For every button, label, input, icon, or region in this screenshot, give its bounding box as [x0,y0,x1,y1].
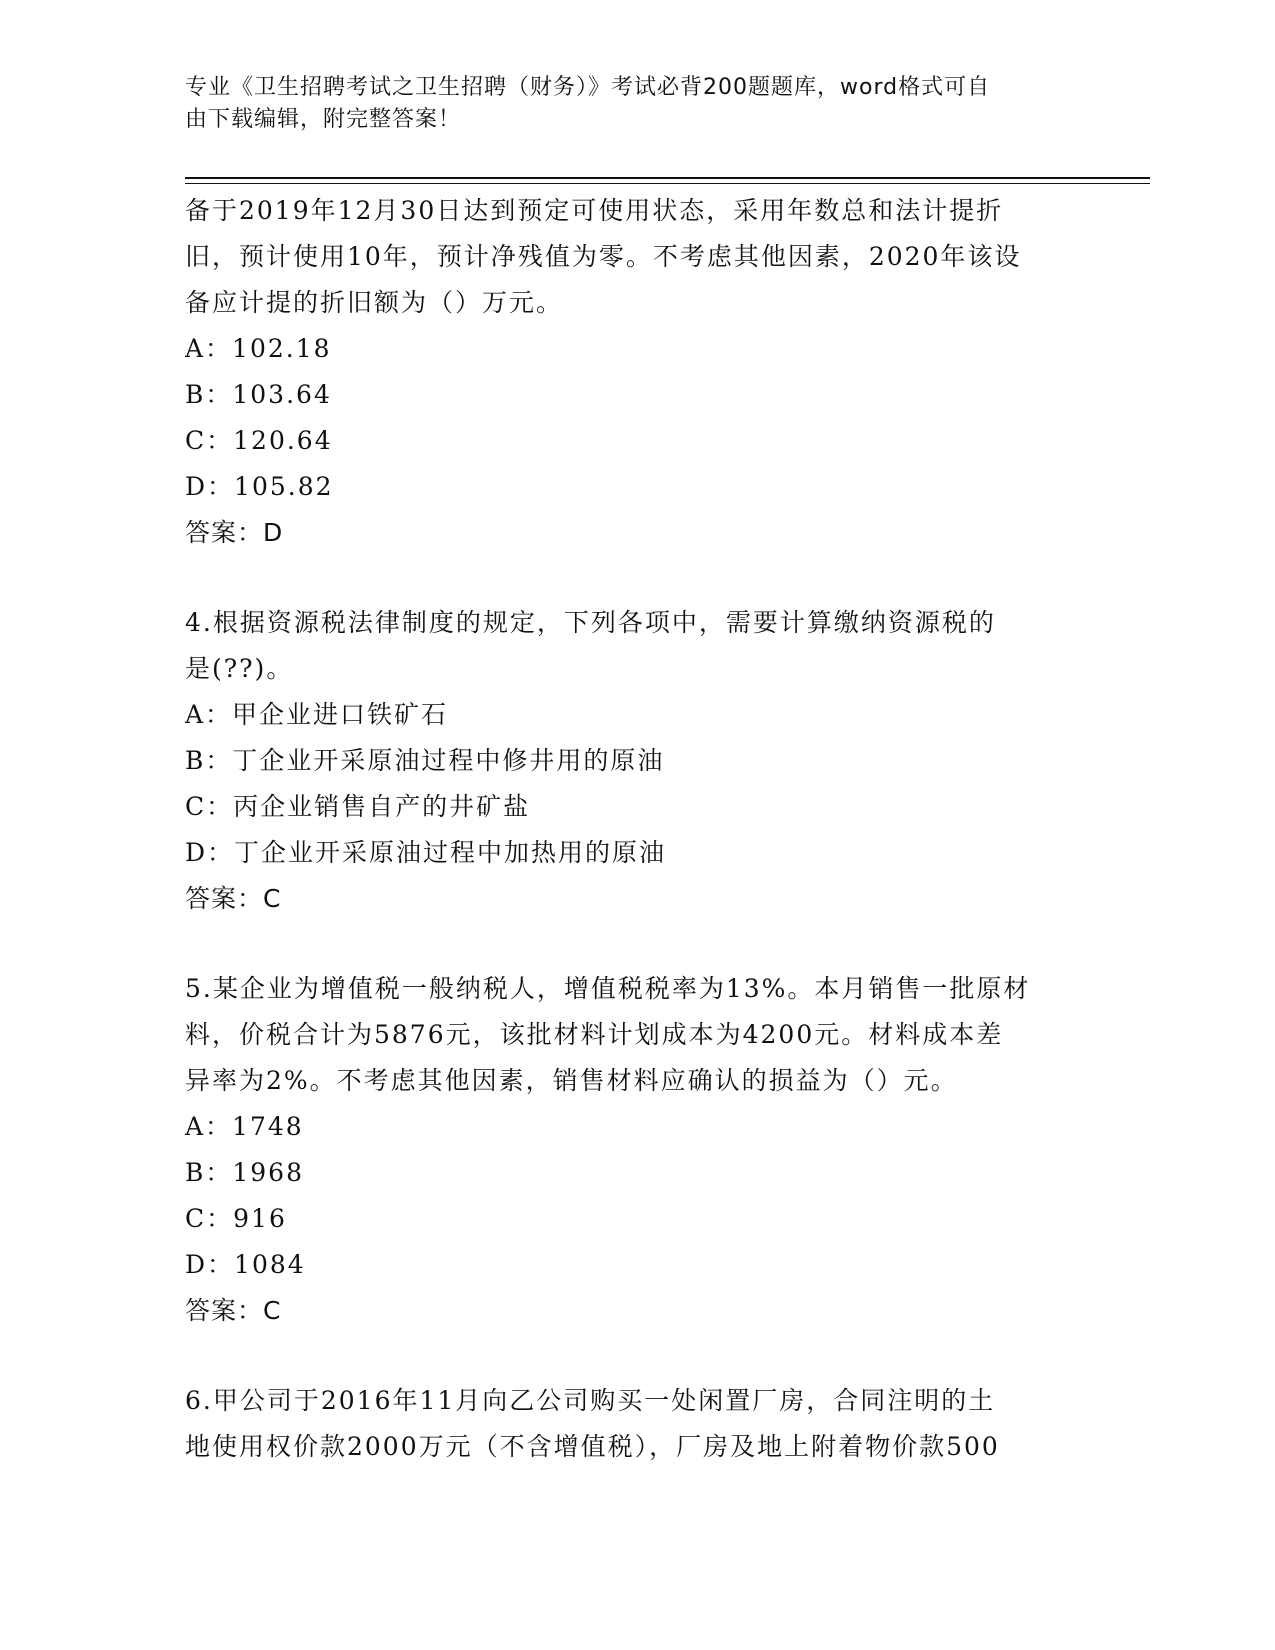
question-4-option-c: C：丙企业销售自产的井矿盐 [185,792,531,821]
question-3-option-c: C：120.64 [185,426,333,455]
question-6-line-2: 地使用权价款2000万元（不含增值税），厂房及地上附着物价款500 [185,1432,1000,1461]
question-3-option-b: B：103.64 [185,380,332,409]
question-4-option-b: B：丁企业开采原油过程中修井用的原油 [185,746,665,775]
question-5-option-c: C：916 [185,1204,287,1233]
question-3 [185,188,1065,556]
question-6 [185,1378,1065,1470]
question-5 [185,966,1065,1334]
question-4-option-d: D：丁企业开采原油过程中加热用的原油 [185,838,667,867]
question-3-line-2: 旧，预计使用10年，预计净残值为零。不考虑其他因素，2020年该设 [185,242,1022,271]
spacer [185,922,1065,966]
question-content [185,188,1065,1470]
question-6-line-1: 6.甲公司于2016年11月向乙公司购买一处闲置厂房，合同注明的土 [185,1386,996,1415]
question-3-line-1: 备于2019年12月30日达到预定可使用状态，采用年数总和法计提折 [185,196,1004,225]
header-line-2: 由下载编辑，附完整答案！ [185,107,462,132]
header-divider-thin [185,183,1150,184]
question-5-line-3: 异率为2%。不考虑其他因素，销售材料应确认的损益为（）元。 [185,1066,958,1095]
document-header [185,72,1065,136]
spacer [185,1334,1065,1378]
question-4-line-1: 4.根据资源税法律制度的规定，下列各项中，需要计算缴纳资源税的 [185,608,996,637]
spacer [185,556,1065,600]
question-3-option-d: D：105.82 [185,472,334,501]
question-3-option-a: A：102.18 [185,334,332,363]
header-line-1: 专业《卫生招聘考试之卫生招聘（财务）》考试必背200题题库，word格式可自 [185,75,991,100]
question-5-line-1: 5.某企业为增值税一般纳税人，增值税税率为13%。本月销售一批原材 [185,974,1031,1003]
question-3-answer: 答案：D [185,518,284,547]
question-5-option-b: B：1968 [185,1158,304,1187]
question-4-answer: 答案：C [185,884,282,913]
question-5-answer: 答案：C [185,1296,282,1325]
header-divider-thick [185,177,1150,179]
question-5-option-d: D：1084 [185,1250,306,1279]
question-3-line-3: 备应计提的折旧额为（）万元。 [185,288,564,317]
question-5-option-a: A：1748 [185,1112,304,1141]
question-4-line-2: 是(??)。 [185,654,294,683]
question-5-line-2: 料，价税合计为5876元，该批材料计划成本为4200元。材料成本差 [185,1020,1004,1049]
question-4-option-a: A：甲企业进口铁矿石 [185,700,449,729]
question-4 [185,600,1065,922]
